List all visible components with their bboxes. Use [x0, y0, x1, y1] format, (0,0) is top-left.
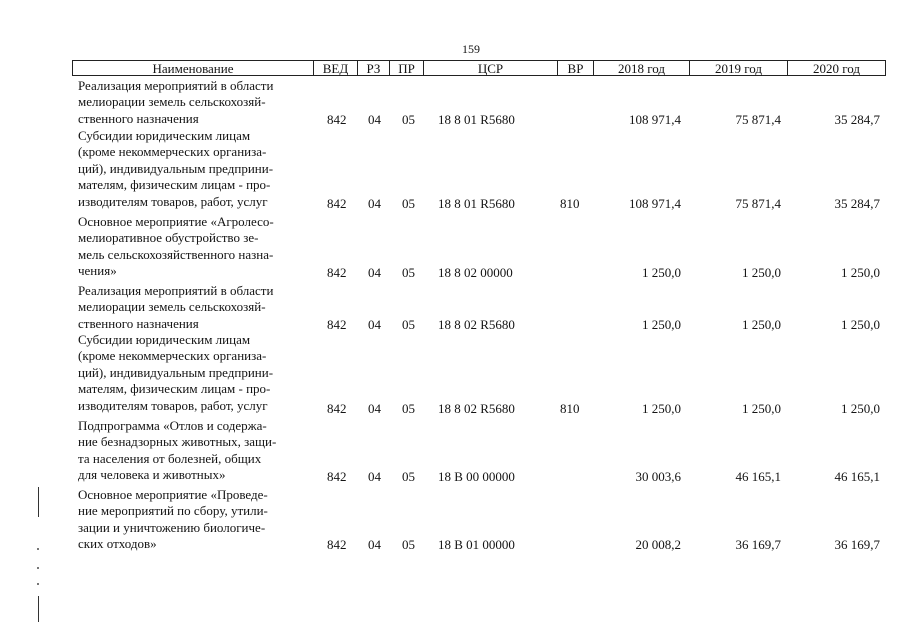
row-pr: 05 — [402, 196, 415, 211]
row-2018: 108 971,4 — [629, 112, 681, 127]
row-csr: 18 В 01 00000 — [438, 537, 515, 552]
row-csr: 18 8 01 R5680 — [438, 196, 515, 211]
row-rz: 04 — [368, 265, 381, 280]
row-ved: 842 — [327, 537, 347, 552]
row-name: Реализация мероприятий в области мелиорации земель сельскохозяй- ственного назначения — [78, 78, 274, 126]
row-pr: 05 — [402, 469, 415, 484]
row-rz: 04 — [368, 196, 381, 211]
row-name: Субсидии юридическим лицам (кроме некоммерческих организа- ций), индивидуальным предприни- мателям, физическим лицам - про- изводителям товаров, работ, услуг — [78, 332, 274, 413]
row-csr: 18 8 02 00000 — [438, 265, 513, 280]
scan-artifact — [37, 567, 39, 569]
row-2019: 36 169,7 — [735, 537, 781, 552]
row-2019: 1 250,0 — [742, 265, 781, 280]
row-2018: 1 250,0 — [642, 317, 681, 332]
column-header-ved: ВЕД — [314, 61, 358, 75]
row-2019: 46 165,1 — [735, 469, 781, 484]
row-rz: 04 — [368, 469, 381, 484]
row-ved: 842 — [327, 401, 347, 416]
row-2019: 1 250,0 — [742, 401, 781, 416]
column-header-name: Наименование — [73, 61, 314, 75]
row-csr: 18 8 02 R5680 — [438, 317, 515, 332]
row-rz: 04 — [368, 317, 381, 332]
column-header-2020: 2020 год — [813, 61, 860, 76]
row-2018: 20 008,2 — [635, 537, 681, 552]
scan-artifact — [37, 583, 39, 585]
scan-artifact — [38, 487, 39, 517]
row-rz: 04 — [368, 537, 381, 552]
row-2018: 1 250,0 — [642, 265, 681, 280]
row-2018: 108 971,4 — [629, 196, 681, 211]
row-2020: 1 250,0 — [841, 401, 880, 416]
row-vr: 810 — [560, 401, 580, 416]
row-rz: 04 — [368, 401, 381, 416]
column-header-pr: ПР — [390, 61, 424, 75]
row-csr: 18 8 01 R5680 — [438, 112, 515, 127]
row-pr: 05 — [402, 537, 415, 552]
scan-artifact — [38, 596, 39, 622]
row-name: Основное мероприятие «Агролесо- мелиоративное обустройство зе- мель сельскохозяйственного назна- чения» — [78, 214, 274, 279]
row-ved: 842 — [327, 317, 347, 332]
row-2018: 30 003,6 — [635, 469, 681, 484]
scan-artifact — [37, 548, 39, 550]
row-name: Основное мероприятие «Проведе- ние мероприятий по сбору, утили- зации и уничтожению биологиче- ских отходов» — [78, 487, 268, 552]
row-pr: 05 — [402, 112, 415, 127]
row-ved: 842 — [327, 265, 347, 280]
row-2020: 1 250,0 — [841, 317, 880, 332]
row-ved: 842 — [327, 112, 347, 127]
table-header — [72, 60, 886, 76]
column-header-vr: ВР — [558, 61, 594, 75]
page-number: 159 — [462, 42, 480, 56]
row-pr: 05 — [402, 317, 415, 332]
row-2020: 35 284,7 — [834, 112, 880, 127]
row-vr: 810 — [560, 196, 580, 211]
row-ved: 842 — [327, 196, 347, 211]
row-name: Подпрограмма «Отлов и содержа- ние безнадзорных животных, защи- та населения от болезней, общих для человека и животных» — [78, 418, 277, 483]
row-2019: 1 250,0 — [742, 317, 781, 332]
row-rz: 04 — [368, 112, 381, 127]
row-name: Реализация мероприятий в области мелиорации земель сельскохозяй- ственного назначения — [78, 283, 274, 331]
row-2019: 75 871,4 — [735, 112, 781, 127]
row-2018: 1 250,0 — [642, 401, 681, 416]
row-pr: 05 — [402, 401, 415, 416]
row-2020: 36 169,7 — [834, 537, 880, 552]
row-ved: 842 — [327, 469, 347, 484]
row-2020: 46 165,1 — [834, 469, 880, 484]
row-csr: 18 В 00 00000 — [438, 469, 515, 484]
column-header-2019: 2019 год — [690, 61, 788, 75]
row-2020: 1 250,0 — [841, 265, 880, 280]
column-header-rz: РЗ — [358, 61, 390, 75]
column-header-csr: ЦСР — [424, 61, 558, 75]
row-2020: 35 284,7 — [834, 196, 880, 211]
row-pr: 05 — [402, 265, 415, 280]
row-name: Субсидии юридическим лицам (кроме некоммерческих организа- ций), индивидуальным предприни- мателям, физическим лицам - про- изводителям товаров, работ, услуг — [78, 128, 274, 209]
column-header-2018: 2018 год — [594, 61, 690, 75]
row-2019: 75 871,4 — [735, 196, 781, 211]
row-csr: 18 8 02 R5680 — [438, 401, 515, 416]
